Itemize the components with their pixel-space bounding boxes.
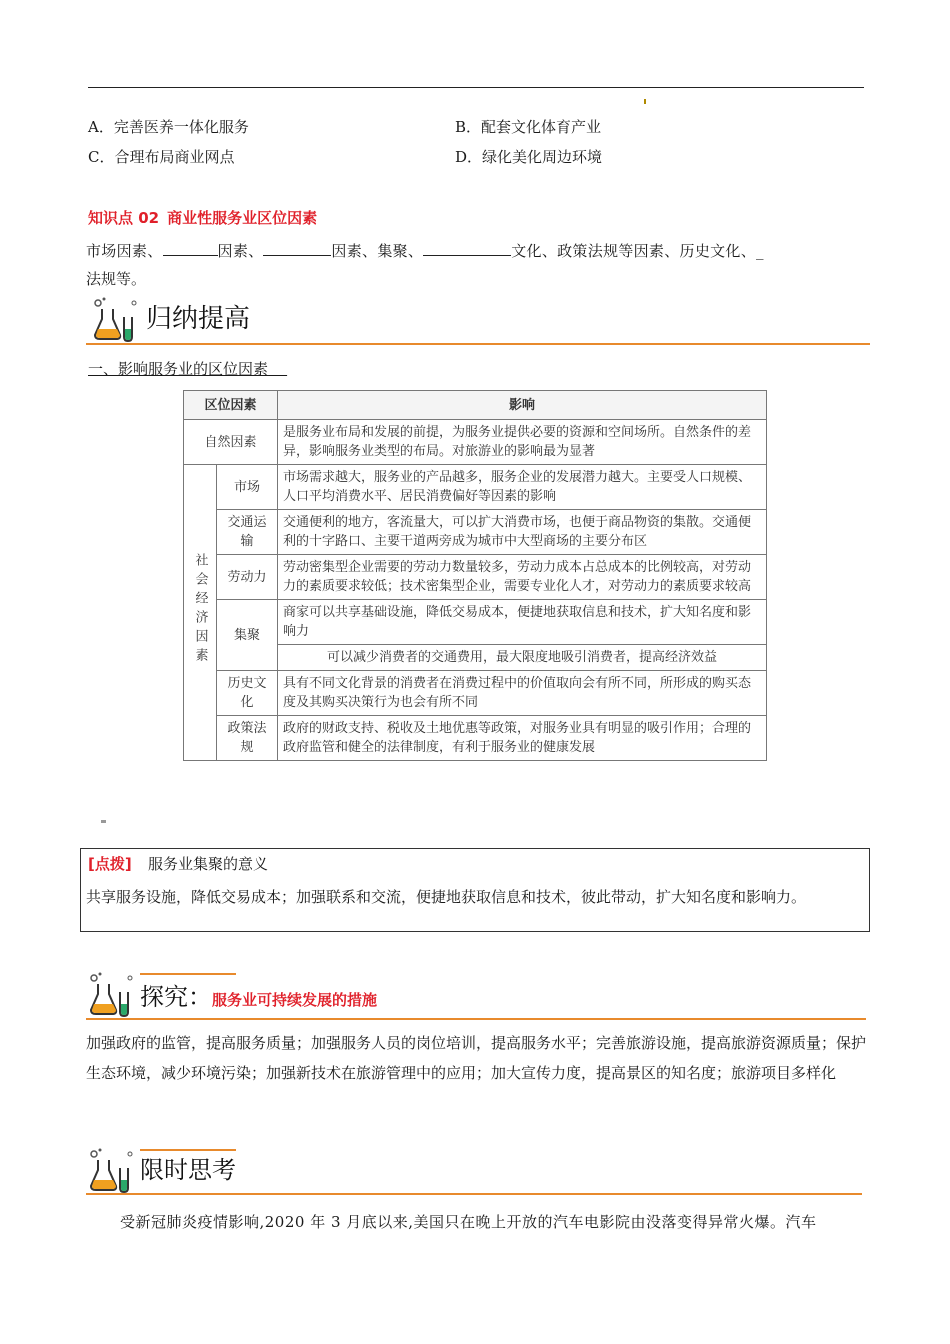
tip-label: [点拨] [88,855,132,873]
summary-rule [86,343,870,345]
summary-subheading [88,358,287,379]
decor-mark [101,820,106,823]
table-row [184,716,767,761]
option-b: B．配套文化体育产业 [455,118,602,136]
effect-cell: 交通便利的地方，客流量大，可以扩大消费市场，也便于商品物资的集散。交通便利的十字路口、主要干道两旁成为城市中大型商场的主要分布区 [278,510,767,555]
table-row [184,555,767,600]
factor-cell: 集聚 [217,600,278,671]
fill-text-5: _ [756,242,764,260]
fill-text-1: 市场因素、 [86,242,163,260]
think-body: 受新冠肺炎疫情影响,2020 年 3 月底以来,美国只在晚上开放的汽车电影院由没落变得异常火爆。汽车 [120,1213,817,1231]
table-row [184,510,767,555]
option-d: D．绿化美化周边环境 [455,148,603,166]
effect-cell: 商家可以共享基础设施，降低交易成本，便捷地获取信息和技术，扩大知名度和影响力 [278,600,767,645]
table-header-factor: 区位因素 [184,391,278,420]
table-header-effect: 影响 [278,391,767,420]
explore-heading [140,977,377,1012]
knowledge-point-title [88,207,317,228]
table-row [184,465,767,510]
explore-topic: 服务业可持续发展的措施 [212,991,378,1009]
factor-cell: 交通运输 [217,510,278,555]
knowledge-point-name: 商业性服务业区位因素 [167,209,318,227]
think-rule [86,1193,862,1195]
explore-body: 加强政府的监管，提高服务质量；加强服务人员的岗位培训，提高服务水平；完善旅游设施，提高旅游资源质量；保护生态环境，减少环境污染；加强新技术在旅游管理中的应用；加大宣传力度，提高景区的知名度；旅游项目多样化 [86,1034,867,1082]
fill-text-2: 因素、 [217,242,264,260]
table-row [184,600,767,645]
option-a: A．完善医养一体化服务 [88,118,249,136]
flask-icon [88,972,136,1018]
table-row [184,420,767,465]
option-c: C．合理布局商业网点 [88,148,235,166]
blank-1[interactable] [163,241,218,256]
tip-title: 服务业集聚的意义 [148,855,269,873]
blank-2[interactable] [263,241,331,256]
top-rule [88,87,864,88]
think-heading: 限时思考 [140,1156,236,1184]
factor-cell: 市场 [217,465,278,510]
flask-icon [92,297,140,343]
factor-cell: 政策法规 [217,716,278,761]
fill-text-4: 文化、政策法规等因素、历史文化、 [511,242,757,260]
factor-cell: 劳动力 [217,555,278,600]
explore-heading-text: 探究： [140,983,212,1011]
factor-cell: 历史文化 [217,671,278,716]
blank-3[interactable] [423,241,511,256]
fill-text-3: 因素、集聚、 [331,242,424,260]
table-header-row [184,391,767,420]
effect-cell: 可以减少消费者的交通费用，最大限度地吸引消费者，提高经济效益 [278,645,767,671]
natural-factor-label: 自然因素 [184,420,278,465]
location-factor-table [183,390,767,761]
social-factor-label-text: 社会经济因素 [192,552,208,667]
effect-cell: 市场需求越大，服务业的产品越多，服务企业的发展潜力越大。主要受人口规模、人口平均消费水平、居民消费偏好等因素的影响 [278,465,767,510]
table-row [184,671,767,716]
fill-line-2: 法规等。 [86,270,147,288]
effect-cell: 具有不同文化背景的消费者在消费过程中的价值取向会有所不同，所形成的购买态度及其购买决策行为也会有所不同 [278,671,767,716]
flask-icon [88,1148,136,1194]
summary-subheading-text: 一、影响服务业的区位因素 [88,360,269,378]
effect-cell: 政府的财政支持、税收及土地优惠等政策，对服务业具有明显的吸引作用；合理的政府监管和健全的法律制度，有利于服务业的健康发展 [278,716,767,761]
explore-top-rule [140,973,236,975]
explore-rule [86,1018,866,1020]
social-factor-label [184,465,217,761]
summary-heading: 归纳提高 [146,304,251,334]
decor-tick [644,99,646,104]
natural-factor-text: 是服务业布局和发展的前提，为服务业提供必要的资源和空间场所。自然条件的差异，影响服务业类型的布局。对旅游业的影响最为显著 [278,420,767,465]
knowledge-point-label: 知识点 02 [88,209,160,227]
tip-body: 共享服务设施，降低交易成本；加强联系和交流，便捷地获取信息和技术，彼此带动，扩大知名度和影响力。 [86,888,807,906]
fill-blank-line [86,240,764,261]
effect-cell: 劳动密集型企业需要的劳动力数量较多，劳动力成本占总成本的比例较高，对劳动力的素质要求较低；技术密集型企业，需要专业化人才，对劳动力的素质要求较高 [278,555,767,600]
